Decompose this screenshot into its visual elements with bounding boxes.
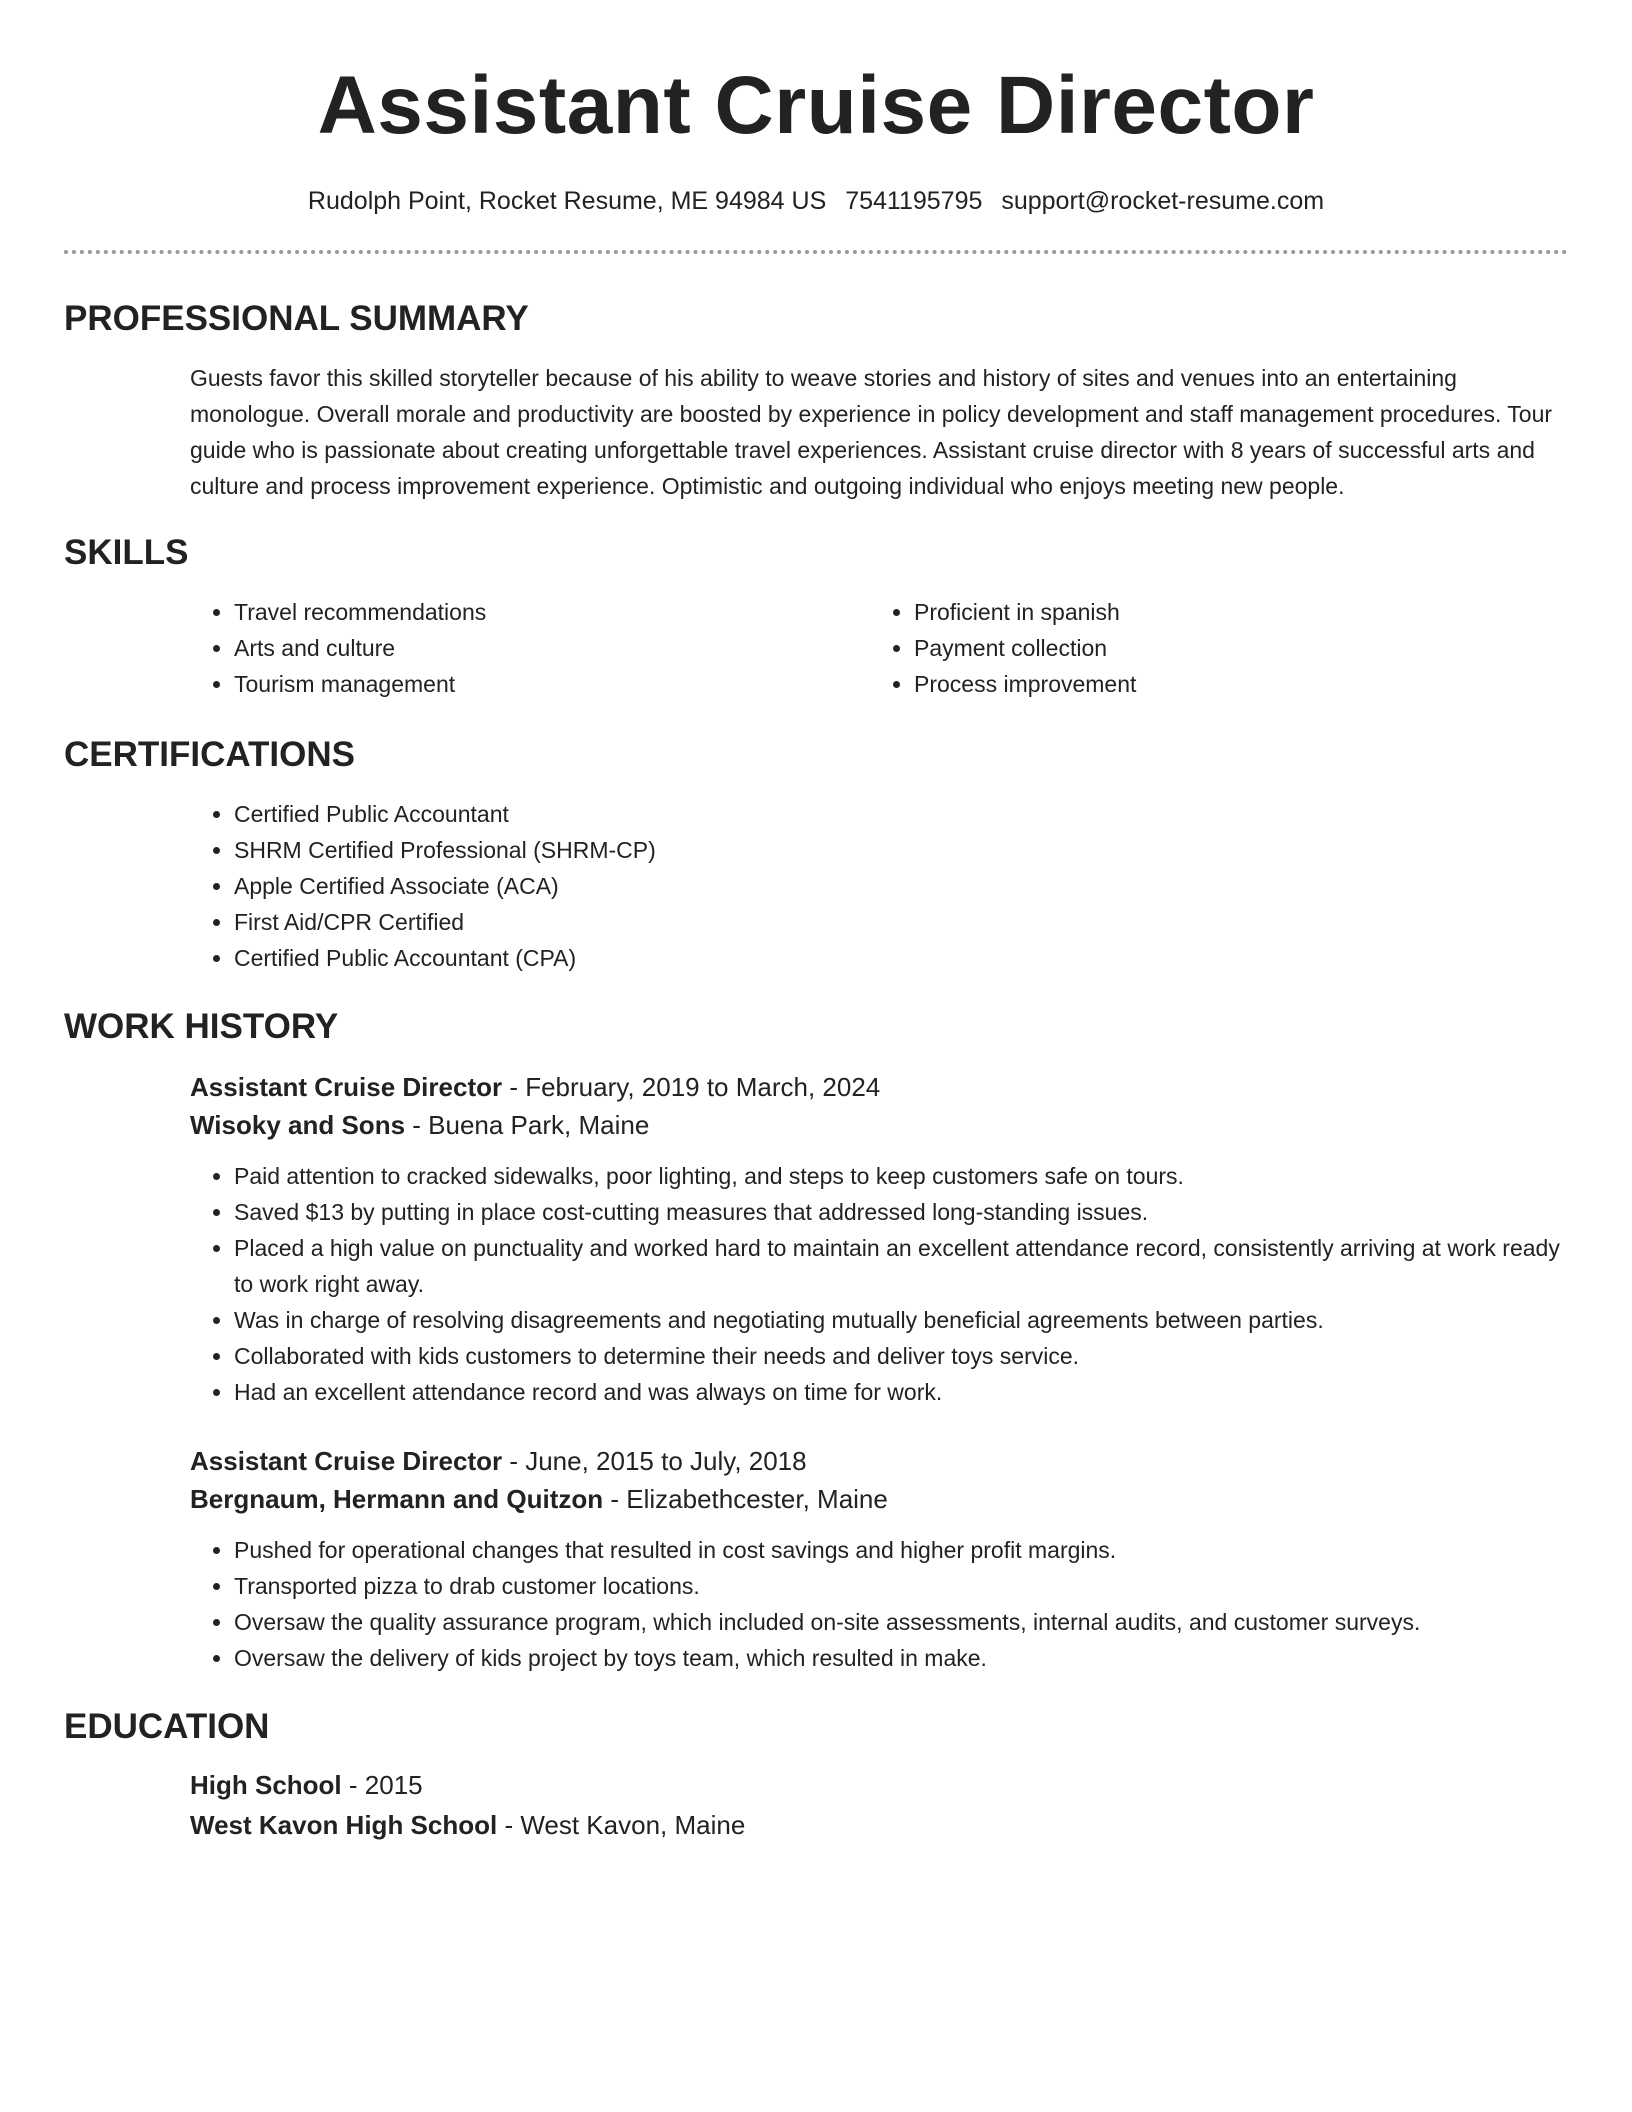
contact-address: Rudolph Point, Rocket Resume, ME 94984 US [307, 187, 827, 215]
education-location: - West Kavon, Maine [497, 1810, 746, 1840]
skill-item: • Arts and culture [234, 630, 870, 666]
certification-item: • Certified Public Accountant (CPA) [234, 940, 1568, 976]
job-company-line [190, 1106, 1568, 1144]
skill-item: • Travel recommendations [234, 594, 870, 630]
job-bullet: • Pushed for operational changes that resulted in cost savings and higher profit margins. [234, 1532, 1568, 1568]
job-role: Assistant Cruise Director [190, 1446, 503, 1476]
job-bullet: • Paid attention to cracked sidewalks, poor lighting, and steps to keep customers safe on tours. [234, 1158, 1568, 1194]
job-bullet: • Oversaw the delivery of kids project by toys team, which resulted in make. [234, 1640, 1568, 1676]
education-degree-line [190, 1766, 1568, 1804]
job-entry [190, 1442, 1568, 1676]
candidate-name: Assistant Cruise Director [317, 60, 1315, 151]
job-bullet: • Was in charge of resolving disagreements and negotiating mutually beneficial agreements between parties. [234, 1302, 1568, 1338]
job-bullet: • Placed a high value on punctuality and worked hard to maintain an excellent attendance record, consistently arriving at work ready to work right away. [234, 1230, 1568, 1302]
job-company: Bergnaum, Hermann and Quitzon [190, 1484, 604, 1514]
certifications-list [190, 796, 1568, 976]
job-bullet: • Saved $13 by putting in place cost-cutting measures that addressed long-standing issues. [234, 1194, 1568, 1230]
skill-item: • Process improvement [914, 666, 1550, 702]
summary-text: Guests favor this skilled storyteller because of his ability to weave stories and history of sites and venues into an entertaining monologue. Overall morale and productivity are boosted by experience in policy development and staff management procedures. Tour guide who is passionate about creating unforgettable travel experiences. Assistant cruise director with 8 years of successful arts and culture and process improvement experience. Optimistic and outgoing individual who enjoys meeting new people. [190, 365, 1553, 499]
skill-item: • Payment collection [914, 630, 1550, 666]
certification-item: • Certified Public Accountant [234, 796, 1568, 832]
job-title-line [190, 1068, 1568, 1106]
skills-section [64, 532, 1568, 702]
job-location: - Buena Park, Maine [405, 1110, 650, 1140]
education-school: West Kavon High School [190, 1810, 498, 1840]
education-school-line [190, 1806, 1568, 1844]
job-bullet: • Oversaw the quality assurance program, which included on-site assessments, internal audits, and customer surveys. [234, 1604, 1568, 1640]
skill-item: • Tourism management [234, 666, 870, 702]
job-bullet: • Had an excellent attendance record and was always on time for work. [234, 1374, 1568, 1410]
job-role: Assistant Cruise Director [190, 1072, 503, 1102]
certifications-section [64, 734, 1568, 976]
contact-email: support@rocket-resume.com [1001, 187, 1325, 215]
certification-item: • Apple Certified Associate (ACA) [234, 868, 1568, 904]
education-degree: High School [190, 1770, 342, 1800]
certification-item: • First Aid/CPR Certified [234, 904, 1568, 940]
job-dates: - February, 2019 to March, 2024 [502, 1072, 881, 1102]
header-divider [64, 250, 1568, 254]
education-title: EDUCATION [64, 1707, 270, 1746]
education-entry [190, 1766, 1568, 1844]
work-section [64, 1006, 1568, 1676]
job-entry [190, 1068, 1568, 1410]
summary-section [64, 298, 1568, 504]
job-bullet: • Collaborated with kids customers to determine their needs and deliver toys service. [234, 1338, 1568, 1374]
certifications-title: CERTIFICATIONS [64, 735, 356, 774]
certifications-body [190, 796, 1568, 976]
contact-phone: 7541195795 [845, 187, 983, 215]
job-title-line [190, 1442, 1568, 1480]
education-section [64, 1706, 1568, 1844]
summary-title: PROFESSIONAL SUMMARY [64, 299, 529, 338]
skills-list-left [190, 594, 870, 702]
job-dates: - June, 2015 to July, 2018 [502, 1446, 807, 1476]
skills-grid [190, 594, 1568, 702]
certification-item: • SHRM Certified Professional (SHRM-CP) [234, 832, 1568, 868]
skills-list-right [870, 594, 1550, 702]
job-bullets [190, 1532, 1568, 1676]
job-bullet: • Transported pizza to drab customer locations. [234, 1568, 1568, 1604]
skills-column-right [870, 594, 1550, 702]
summary-body [190, 360, 1568, 504]
job-location: - Elizabethcester, Maine [603, 1484, 888, 1514]
job-company: Wisoky and Sons [190, 1110, 406, 1140]
work-title: WORK HISTORY [64, 1007, 339, 1046]
contact-line [64, 186, 1568, 216]
job-company-line [190, 1480, 1568, 1518]
skills-title: SKILLS [64, 533, 189, 572]
job-bullets [190, 1158, 1568, 1410]
skill-item: • Proficient in spanish [914, 594, 1550, 630]
skills-column-left [190, 594, 870, 702]
education-year: - 2015 [341, 1770, 423, 1800]
resume-page [64, 0, 1568, 1844]
